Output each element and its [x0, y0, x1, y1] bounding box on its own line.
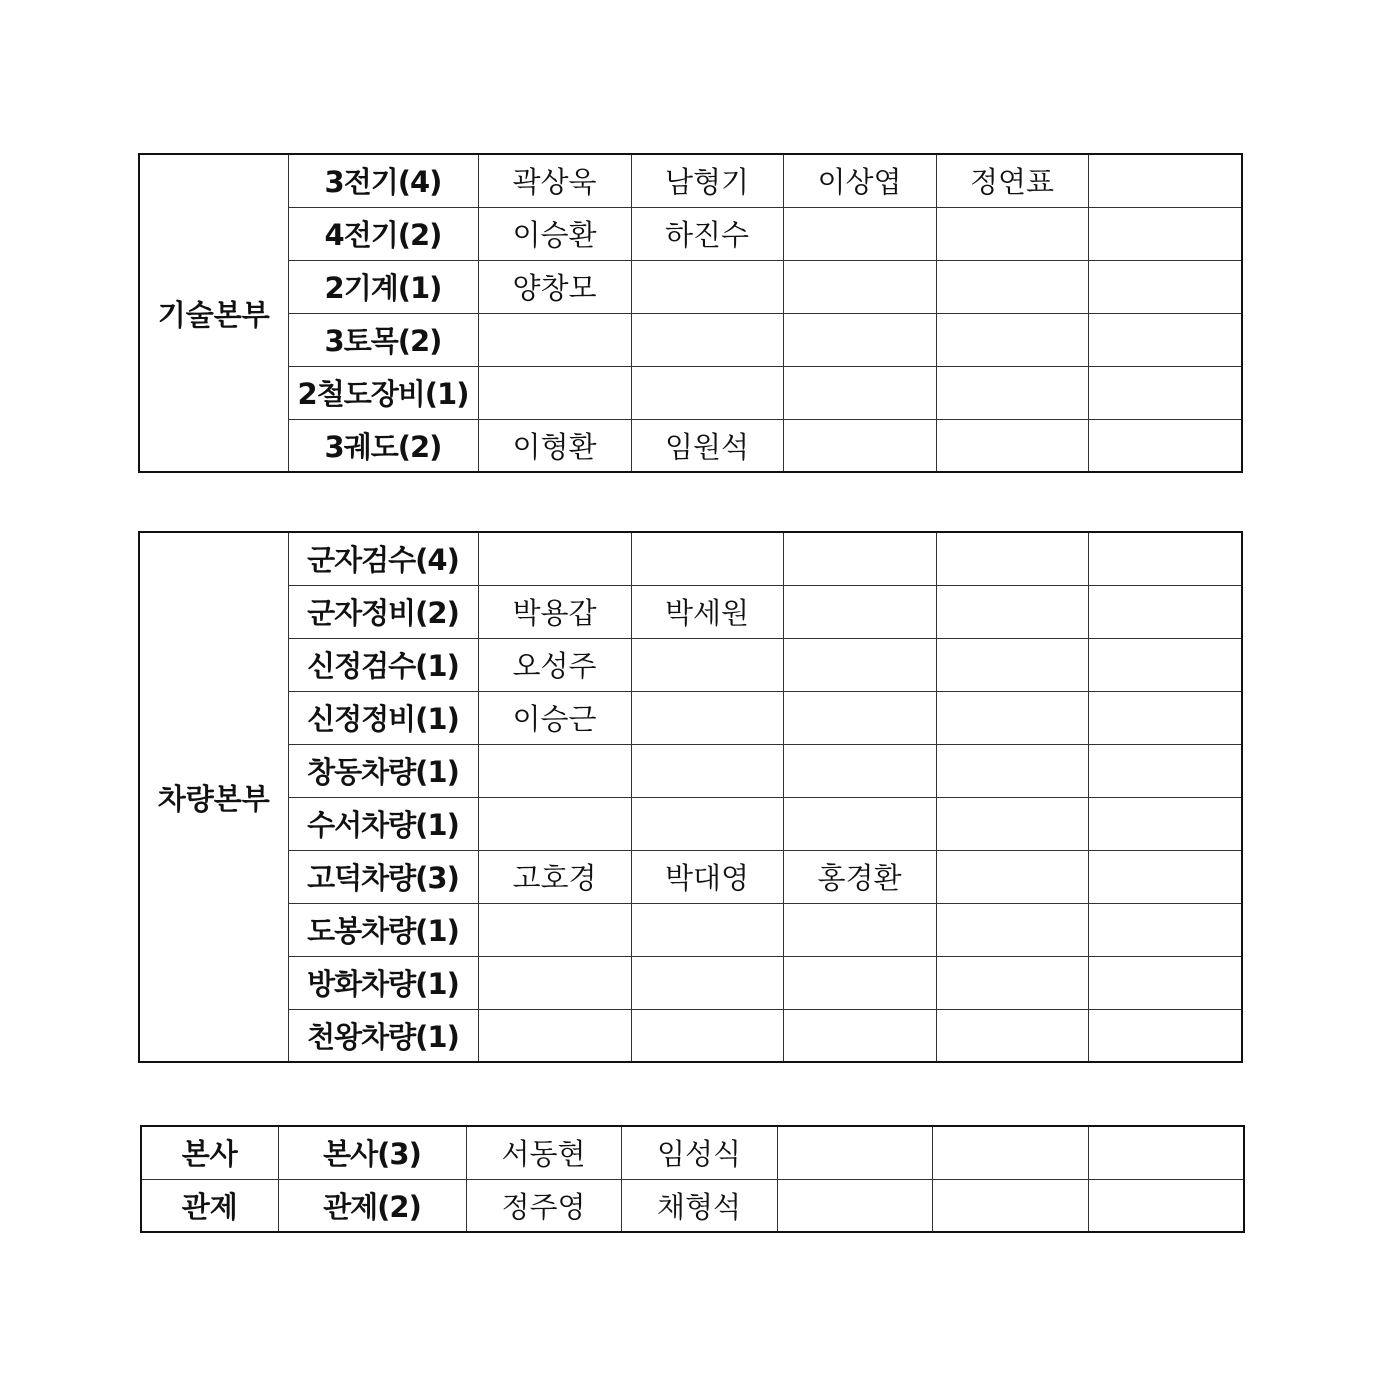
member-name-cell	[783, 419, 936, 472]
member-name-cell	[631, 638, 783, 691]
member-name-cell	[1088, 797, 1242, 850]
member-name-cell	[936, 313, 1088, 366]
table-row	[139, 207, 1242, 260]
member-name-cell	[932, 1179, 1088, 1232]
table-row	[139, 419, 1242, 472]
member-name-cell	[631, 313, 783, 366]
team-cell: 군자검수(4)	[288, 532, 478, 585]
member-name-cell: 채형석	[621, 1179, 777, 1232]
vehicle-division-body	[139, 532, 1242, 1062]
member-name-cell	[783, 532, 936, 585]
member-name-cell	[777, 1126, 932, 1179]
team-cell: 신정정비(1)	[288, 691, 478, 744]
member-name-cell	[631, 366, 783, 419]
table-row	[139, 154, 1242, 207]
member-name-cell	[936, 903, 1088, 956]
table-row	[139, 366, 1242, 419]
member-name-cell: 남형기	[631, 154, 783, 207]
member-name-cell: 이승근	[478, 691, 631, 744]
member-name-cell: 홍경환	[783, 850, 936, 903]
table-row	[141, 1179, 1244, 1232]
member-name-cell	[936, 366, 1088, 419]
team-cell: 2기계(1)	[288, 260, 478, 313]
member-name-cell	[936, 207, 1088, 260]
table-row	[139, 585, 1242, 638]
member-name-cell: 정주영	[466, 1179, 621, 1232]
team-cell: 도봉차량(1)	[288, 903, 478, 956]
member-name-cell	[1088, 903, 1242, 956]
team-cell: 3궤도(2)	[288, 419, 478, 472]
table-row	[139, 956, 1242, 1009]
member-name-cell	[936, 419, 1088, 472]
member-name-cell	[1088, 207, 1242, 260]
team-cell: 창동차량(1)	[288, 744, 478, 797]
member-name-cell: 임성식	[621, 1126, 777, 1179]
team-cell: 신정검수(1)	[288, 638, 478, 691]
member-name-cell	[1088, 956, 1242, 1009]
table-row	[139, 797, 1242, 850]
member-name-cell	[478, 744, 631, 797]
member-name-cell	[936, 260, 1088, 313]
table-row	[139, 532, 1242, 585]
member-name-cell	[783, 366, 936, 419]
member-name-cell: 박대영	[631, 850, 783, 903]
member-name-cell	[1088, 744, 1242, 797]
member-name-cell	[1088, 313, 1242, 366]
department-cell: 차량본부	[139, 532, 288, 1062]
member-name-cell	[783, 797, 936, 850]
member-name-cell	[783, 638, 936, 691]
member-name-cell: 이상엽	[783, 154, 936, 207]
member-name-cell: 박용갑	[478, 585, 631, 638]
table-row	[139, 1009, 1242, 1062]
member-name-cell	[936, 797, 1088, 850]
vehicle-division-table	[138, 531, 1243, 1063]
member-name-cell	[631, 956, 783, 1009]
member-name-cell	[936, 585, 1088, 638]
tech-division-table	[138, 153, 1243, 473]
member-name-cell: 박세원	[631, 585, 783, 638]
member-name-cell	[936, 850, 1088, 903]
member-name-cell	[478, 1009, 631, 1062]
team-cell: 3전기(4)	[288, 154, 478, 207]
member-name-cell: 양창모	[478, 260, 631, 313]
member-name-cell	[777, 1179, 932, 1232]
member-name-cell: 곽상욱	[478, 154, 631, 207]
team-cell: 관제(2)	[278, 1179, 466, 1232]
member-name-cell	[1088, 419, 1242, 472]
member-name-cell	[478, 797, 631, 850]
department-cell: 본사	[141, 1126, 278, 1179]
member-name-cell	[631, 903, 783, 956]
table-row	[139, 313, 1242, 366]
hq-control-body	[141, 1126, 1244, 1232]
member-name-cell: 고호경	[478, 850, 631, 903]
team-cell: 3토목(2)	[288, 313, 478, 366]
team-cell: 방화차량(1)	[288, 956, 478, 1009]
member-name-cell	[936, 691, 1088, 744]
member-name-cell	[478, 366, 631, 419]
member-name-cell	[783, 207, 936, 260]
member-name-cell: 하진수	[631, 207, 783, 260]
team-cell: 4전기(2)	[288, 207, 478, 260]
table-row	[139, 638, 1242, 691]
member-name-cell	[1088, 638, 1242, 691]
member-name-cell	[936, 744, 1088, 797]
member-name-cell	[783, 313, 936, 366]
member-name-cell	[631, 1009, 783, 1062]
member-name-cell	[783, 585, 936, 638]
team-cell: 본사(3)	[278, 1126, 466, 1179]
member-name-cell	[936, 1009, 1088, 1062]
member-name-cell	[783, 260, 936, 313]
team-cell: 수서차량(1)	[288, 797, 478, 850]
member-name-cell	[783, 1009, 936, 1062]
table-row	[139, 903, 1242, 956]
member-name-cell	[631, 744, 783, 797]
member-name-cell	[1088, 585, 1242, 638]
member-name-cell	[631, 797, 783, 850]
team-cell: 2철도장비(1)	[288, 366, 478, 419]
member-name-cell	[1088, 1179, 1244, 1232]
member-name-cell	[1088, 691, 1242, 744]
table-row	[139, 691, 1242, 744]
member-name-cell	[631, 691, 783, 744]
table-row	[139, 850, 1242, 903]
member-name-cell	[936, 956, 1088, 1009]
department-cell: 기술본부	[139, 154, 288, 472]
table-row	[139, 260, 1242, 313]
member-name-cell	[478, 903, 631, 956]
member-name-cell: 임원석	[631, 419, 783, 472]
member-name-cell	[783, 903, 936, 956]
member-name-cell	[783, 744, 936, 797]
member-name-cell	[1088, 532, 1242, 585]
member-name-cell	[478, 532, 631, 585]
member-name-cell: 이승환	[478, 207, 631, 260]
member-name-cell: 정연표	[936, 154, 1088, 207]
hq-control-table	[140, 1125, 1245, 1233]
member-name-cell	[1088, 850, 1242, 903]
member-name-cell	[932, 1126, 1088, 1179]
member-name-cell	[631, 532, 783, 585]
member-name-cell	[1088, 1126, 1244, 1179]
team-cell: 군자정비(2)	[288, 585, 478, 638]
member-name-cell	[1088, 260, 1242, 313]
department-cell: 관제	[141, 1179, 278, 1232]
table-row	[141, 1126, 1244, 1179]
member-name-cell: 서동현	[466, 1126, 621, 1179]
member-name-cell	[936, 532, 1088, 585]
member-name-cell	[1088, 154, 1242, 207]
member-name-cell	[783, 956, 936, 1009]
member-name-cell	[1088, 1009, 1242, 1062]
member-name-cell	[478, 313, 631, 366]
table-row	[139, 744, 1242, 797]
member-name-cell	[783, 691, 936, 744]
tech-division-body	[139, 154, 1242, 472]
team-cell: 고덕차량(3)	[288, 850, 478, 903]
member-name-cell: 이형환	[478, 419, 631, 472]
member-name-cell	[478, 956, 631, 1009]
member-name-cell	[936, 638, 1088, 691]
member-name-cell: 오성주	[478, 638, 631, 691]
member-name-cell	[631, 260, 783, 313]
member-name-cell	[1088, 366, 1242, 419]
team-cell: 천왕차량(1)	[288, 1009, 478, 1062]
